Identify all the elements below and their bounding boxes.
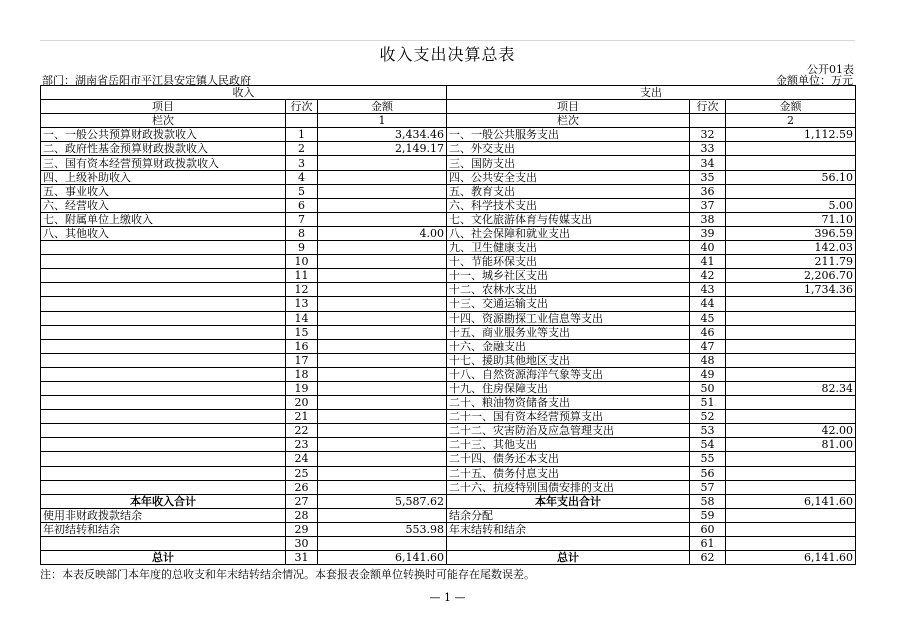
income-amount-cell bbox=[318, 170, 447, 184]
expense-amount-cell bbox=[726, 367, 856, 381]
income-amount-cell bbox=[318, 311, 447, 325]
year-expense-total-label: 本年支出合计 bbox=[447, 494, 690, 508]
expense-item-cell: 十一、城乡社区支出 bbox=[447, 269, 690, 283]
table-row bbox=[41, 283, 856, 297]
income-amount-cell bbox=[318, 198, 447, 212]
income-expense-table bbox=[40, 85, 856, 565]
expense-row-number: 56 bbox=[690, 466, 726, 480]
expense-row-number: 51 bbox=[690, 396, 726, 410]
expense-item-cell: 二十六、抗疫特别国债安排的支出 bbox=[447, 480, 690, 494]
income-amount-cell bbox=[318, 297, 447, 311]
expense-item-cell: 十二、农林水支出 bbox=[447, 283, 690, 297]
expense-amount-cell bbox=[726, 410, 856, 424]
expense-row-number: 40 bbox=[690, 241, 726, 255]
expense-item-cell: 八、社会保障和就业支出 bbox=[447, 226, 690, 240]
income-row-number: 12 bbox=[286, 283, 318, 297]
table-row bbox=[41, 339, 856, 353]
income-item-cell bbox=[41, 269, 286, 283]
table-row bbox=[41, 311, 856, 325]
table-row bbox=[41, 452, 856, 466]
expense-item-cell: 十、节能环保支出 bbox=[447, 255, 690, 269]
income-item-cell bbox=[41, 381, 286, 395]
expense-item-cell: 六、科学技术支出 bbox=[447, 198, 690, 212]
income-row-number: 24 bbox=[286, 452, 318, 466]
table-row bbox=[41, 297, 856, 311]
expense-row-number: 39 bbox=[690, 226, 726, 240]
expense-item-cell: 十四、资源勘探工业信息等支出 bbox=[447, 311, 690, 325]
expense-amount-cell: 2,206.70 bbox=[726, 269, 856, 283]
expense-amount-cell bbox=[726, 452, 856, 466]
income-item-cell: 年初结转和结余 bbox=[41, 522, 286, 536]
income-amount-cell bbox=[318, 537, 447, 551]
income-row-number: 19 bbox=[286, 381, 318, 395]
expense-amount-cell bbox=[726, 508, 856, 522]
expense-amount-cell bbox=[726, 353, 856, 367]
expense-row-number: 61 bbox=[690, 537, 726, 551]
income-amount-cell bbox=[318, 255, 447, 269]
expense-amount-cell: 82.34 bbox=[726, 381, 856, 395]
expense-row-number: 49 bbox=[690, 367, 726, 381]
table-row bbox=[41, 466, 856, 480]
expense-section-header: 支出 bbox=[447, 86, 856, 100]
income-amount-cell bbox=[318, 452, 447, 466]
income-item-cell bbox=[41, 466, 286, 480]
income-item-cell: 三、国有资本经营预算财政拨款收入 bbox=[41, 156, 286, 170]
meta-row bbox=[40, 72, 855, 86]
income-amount-cell bbox=[318, 269, 447, 283]
income-item-cell bbox=[41, 410, 286, 424]
income-amount-cell bbox=[318, 241, 447, 255]
expense-amount-cell bbox=[726, 339, 856, 353]
expense-row-number: 54 bbox=[690, 438, 726, 452]
expense-amount-cell: 211.79 bbox=[726, 255, 856, 269]
income-item-cell: 五、事业收入 bbox=[41, 184, 286, 198]
income-item-cell: 七、附属单位上缴收入 bbox=[41, 212, 286, 226]
income-amount-cell bbox=[318, 508, 447, 522]
year-total-row bbox=[41, 494, 856, 508]
expense-item-cell: 十九、住房保障支出 bbox=[447, 381, 690, 395]
table-row bbox=[41, 241, 856, 255]
income-row-number: 15 bbox=[286, 325, 318, 339]
expense-row-number: 55 bbox=[690, 452, 726, 466]
expense-row-number: 34 bbox=[690, 156, 726, 170]
expense-row-number: 45 bbox=[690, 311, 726, 325]
department-label: 部门：湖南省岳阳市平江县安定镇人民政府 bbox=[42, 74, 251, 87]
income-row-number: 17 bbox=[286, 353, 318, 367]
expense-item-cell: 年末结转和结余 bbox=[447, 522, 690, 536]
unit-label: 金额单位：万元 bbox=[776, 74, 853, 87]
income-item-cell bbox=[41, 255, 286, 269]
income-row-number: 8 bbox=[286, 226, 318, 240]
footnote: 注：本表反映部门本年度的总收支和年末结转结余情况。本套报表金额单位转换时可能存在尾数误差。 bbox=[40, 568, 535, 581]
expense-item-cell: 七、文化旅游体育与传媒支出 bbox=[447, 212, 690, 226]
expense-amount-cell bbox=[726, 142, 856, 156]
income-row-header: 行次 bbox=[286, 100, 318, 114]
expense-item-cell bbox=[447, 537, 690, 551]
expense-row-number: 36 bbox=[690, 184, 726, 198]
income-amount-cell: 4.00 bbox=[318, 226, 447, 240]
expense-item-cell: 十三、交通运输支出 bbox=[447, 297, 690, 311]
table-row bbox=[41, 508, 856, 522]
income-row-number: 13 bbox=[286, 297, 318, 311]
top-rule bbox=[40, 40, 855, 41]
table-row bbox=[41, 522, 856, 536]
expense-item-cell: 九、卫生健康支出 bbox=[447, 241, 690, 255]
income-row-number: 2 bbox=[286, 142, 318, 156]
table-row bbox=[41, 269, 856, 283]
income-row-number: 28 bbox=[286, 508, 318, 522]
expense-row-number: 38 bbox=[690, 212, 726, 226]
grand-total-income-label: 总计 bbox=[41, 551, 286, 565]
expense-row-number: 50 bbox=[690, 381, 726, 395]
income-row-number: 11 bbox=[286, 269, 318, 283]
income-row-number: 29 bbox=[286, 522, 318, 536]
income-row-number: 30 bbox=[286, 537, 318, 551]
expense-item-cell: 一、一般公共服务支出 bbox=[447, 128, 690, 142]
expense-lanci-blank bbox=[690, 114, 726, 128]
income-item-cell bbox=[41, 396, 286, 410]
expense-item-cell: 四、公共安全支出 bbox=[447, 170, 690, 184]
expense-row-number: 33 bbox=[690, 142, 726, 156]
table-row bbox=[41, 156, 856, 170]
expense-amount-cell bbox=[726, 297, 856, 311]
income-row-number: 25 bbox=[286, 466, 318, 480]
income-amount-cell bbox=[318, 184, 447, 198]
expense-row-number: 53 bbox=[690, 424, 726, 438]
expense-item-cell: 十七、援助其他地区支出 bbox=[447, 353, 690, 367]
expense-row-number: 47 bbox=[690, 339, 726, 353]
table-row bbox=[41, 170, 856, 184]
expense-amount-cell: 56.10 bbox=[726, 170, 856, 184]
income-row-number: 20 bbox=[286, 396, 318, 410]
grand-total-expense-label: 总计 bbox=[447, 551, 690, 565]
expense-amount-cell bbox=[726, 184, 856, 198]
page-number: — 1 — bbox=[429, 591, 466, 604]
expense-item-cell: 二十四、债务还本支出 bbox=[447, 452, 690, 466]
grand-total-expense-no: 62 bbox=[690, 551, 726, 565]
income-item-cell: 六、经营收入 bbox=[41, 198, 286, 212]
table-row bbox=[41, 480, 856, 494]
income-item-cell bbox=[41, 452, 286, 466]
report-title: 收入支出决算总表 bbox=[379, 45, 516, 64]
year-income-total-no: 27 bbox=[286, 494, 318, 508]
expense-item-cell: 十八、自然资源海洋气象等支出 bbox=[447, 367, 690, 381]
income-amount-cell bbox=[318, 339, 447, 353]
income-item-cell bbox=[41, 424, 286, 438]
expense-item-cell: 二十二、灾害防治及应急管理支出 bbox=[447, 424, 690, 438]
expense-row-number: 59 bbox=[690, 508, 726, 522]
expense-row-number: 44 bbox=[690, 297, 726, 311]
income-row-number: 5 bbox=[286, 184, 318, 198]
expense-item-cell: 十六、金融支出 bbox=[447, 339, 690, 353]
expense-item-cell: 二十五、债务付息支出 bbox=[447, 466, 690, 480]
expense-row-number: 43 bbox=[690, 283, 726, 297]
income-item-cell bbox=[41, 241, 286, 255]
table-row bbox=[41, 438, 856, 452]
expense-row-number: 46 bbox=[690, 325, 726, 339]
table-row bbox=[41, 255, 856, 269]
income-section-header: 收入 bbox=[41, 86, 447, 100]
expense-row-number: 37 bbox=[690, 198, 726, 212]
income-item-cell: 一、一般公共预算财政拨款收入 bbox=[41, 128, 286, 142]
income-row-number: 16 bbox=[286, 339, 318, 353]
expense-col-number: 2 bbox=[726, 114, 856, 128]
table-row bbox=[41, 537, 856, 551]
expense-amount-cell bbox=[726, 325, 856, 339]
income-row-number: 7 bbox=[286, 212, 318, 226]
table-row bbox=[41, 410, 856, 424]
table-row bbox=[41, 396, 856, 410]
expense-amount-cell: 396.59 bbox=[726, 226, 856, 240]
expense-amount-cell bbox=[726, 480, 856, 494]
income-item-cell bbox=[41, 367, 286, 381]
table-row bbox=[41, 212, 856, 226]
income-item-cell bbox=[41, 353, 286, 367]
income-row-number: 18 bbox=[286, 367, 318, 381]
table-row bbox=[41, 325, 856, 339]
income-item-cell bbox=[41, 480, 286, 494]
table-row bbox=[41, 198, 856, 212]
expense-lanci-label: 栏次 bbox=[447, 114, 690, 128]
table-row bbox=[41, 424, 856, 438]
expense-amount-cell: 81.00 bbox=[726, 438, 856, 452]
income-amount-cell bbox=[318, 156, 447, 170]
income-item-cell bbox=[41, 283, 286, 297]
income-amount-cell bbox=[318, 396, 447, 410]
income-row-number: 9 bbox=[286, 241, 318, 255]
expense-item-cell: 三、国防支出 bbox=[447, 156, 690, 170]
table-row bbox=[41, 381, 856, 395]
expense-row-number: 41 bbox=[690, 255, 726, 269]
income-item-cell bbox=[41, 325, 286, 339]
income-amount-cell bbox=[318, 438, 447, 452]
income-amount-cell: 553.98 bbox=[318, 522, 447, 536]
expense-row-number: 48 bbox=[690, 353, 726, 367]
expense-row-number: 60 bbox=[690, 522, 726, 536]
income-lanci-label: 栏次 bbox=[41, 114, 286, 128]
year-income-total-label: 本年收入合计 bbox=[41, 494, 286, 508]
expense-item-cell: 五、教育支出 bbox=[447, 184, 690, 198]
income-row-number: 22 bbox=[286, 424, 318, 438]
income-row-number: 3 bbox=[286, 156, 318, 170]
expense-amount-cell: 1,734.36 bbox=[726, 283, 856, 297]
expense-amount-header: 金额 bbox=[726, 100, 856, 114]
income-amount-cell bbox=[318, 283, 447, 297]
income-item-cell bbox=[41, 537, 286, 551]
income-amount-cell bbox=[318, 410, 447, 424]
expense-amount-cell bbox=[726, 156, 856, 170]
income-row-number: 23 bbox=[286, 438, 318, 452]
income-item-header: 项目 bbox=[41, 100, 286, 114]
income-amount-cell bbox=[318, 480, 447, 494]
header-row-lanci bbox=[41, 114, 856, 128]
income-amount-cell bbox=[318, 325, 447, 339]
grand-total-row bbox=[41, 551, 856, 565]
income-amount-cell bbox=[318, 353, 447, 367]
form-code: 公开01表 bbox=[807, 63, 854, 76]
income-amount-cell: 2,149.17 bbox=[318, 142, 447, 156]
table-row bbox=[41, 353, 856, 367]
income-row-number: 14 bbox=[286, 311, 318, 325]
expense-item-cell: 二十一、国有资本经营预算支出 bbox=[447, 410, 690, 424]
grand-total-income-no: 31 bbox=[286, 551, 318, 565]
expense-amount-cell bbox=[726, 311, 856, 325]
income-item-cell bbox=[41, 339, 286, 353]
income-row-number: 6 bbox=[286, 198, 318, 212]
income-row-number: 4 bbox=[286, 170, 318, 184]
expense-row-header: 行次 bbox=[690, 100, 726, 114]
expense-amount-cell: 42.00 bbox=[726, 424, 856, 438]
income-row-number: 26 bbox=[286, 480, 318, 494]
expense-row-number: 42 bbox=[690, 269, 726, 283]
income-amount-cell bbox=[318, 367, 447, 381]
income-item-cell: 二、政府性基金预算财政拨款收入 bbox=[41, 142, 286, 156]
expense-amount-cell bbox=[726, 396, 856, 410]
expense-item-cell: 十五、商业服务业等支出 bbox=[447, 325, 690, 339]
expense-item-cell: 结余分配 bbox=[447, 508, 690, 522]
expense-item-header: 项目 bbox=[447, 100, 690, 114]
expense-amount-cell: 5.00 bbox=[726, 198, 856, 212]
year-expense-total-amount: 6,141.60 bbox=[726, 494, 856, 508]
income-amount-header: 金额 bbox=[318, 100, 447, 114]
table-row bbox=[41, 226, 856, 240]
expense-row-number: 57 bbox=[690, 480, 726, 494]
income-amount-cell bbox=[318, 212, 447, 226]
year-income-total-amount: 5,587.62 bbox=[318, 494, 447, 508]
grand-total-income-amount: 6,141.60 bbox=[318, 551, 447, 565]
expense-amount-cell bbox=[726, 466, 856, 480]
income-item-cell: 八、其他收入 bbox=[41, 226, 286, 240]
expense-amount-cell: 71.10 bbox=[726, 212, 856, 226]
expense-amount-cell bbox=[726, 522, 856, 536]
income-row-number: 21 bbox=[286, 410, 318, 424]
income-item-cell bbox=[41, 438, 286, 452]
income-col-number: 1 bbox=[318, 114, 447, 128]
expense-item-cell: 二、外交支出 bbox=[447, 142, 690, 156]
table-row bbox=[41, 367, 856, 381]
expense-amount-cell: 142.03 bbox=[726, 241, 856, 255]
income-amount-cell bbox=[318, 466, 447, 480]
expense-item-cell: 二十、粮油物资储备支出 bbox=[447, 396, 690, 410]
expense-row-number: 32 bbox=[690, 128, 726, 142]
expense-amount-cell bbox=[726, 537, 856, 551]
income-item-cell: 使用非财政拨款结余 bbox=[41, 508, 286, 522]
income-amount-cell: 3,434.46 bbox=[318, 128, 447, 142]
expense-row-number: 52 bbox=[690, 410, 726, 424]
expense-amount-cell: 1,112.59 bbox=[726, 128, 856, 142]
income-amount-cell bbox=[318, 381, 447, 395]
income-item-cell: 四、上级补助收入 bbox=[41, 170, 286, 184]
income-lanci-blank bbox=[286, 114, 318, 128]
header-row-columns bbox=[41, 100, 856, 114]
table-row bbox=[41, 184, 856, 198]
income-row-number: 1 bbox=[286, 128, 318, 142]
income-item-cell bbox=[41, 311, 286, 325]
year-expense-total-no: 58 bbox=[690, 494, 726, 508]
expense-item-cell: 二十三、其他支出 bbox=[447, 438, 690, 452]
table-row bbox=[41, 128, 856, 142]
header-row-sections bbox=[41, 86, 856, 100]
expense-row-number: 35 bbox=[690, 170, 726, 184]
income-item-cell bbox=[41, 297, 286, 311]
income-row-number: 10 bbox=[286, 255, 318, 269]
table-row bbox=[41, 142, 856, 156]
income-amount-cell bbox=[318, 424, 447, 438]
grand-total-expense-amount: 6,141.60 bbox=[726, 551, 856, 565]
